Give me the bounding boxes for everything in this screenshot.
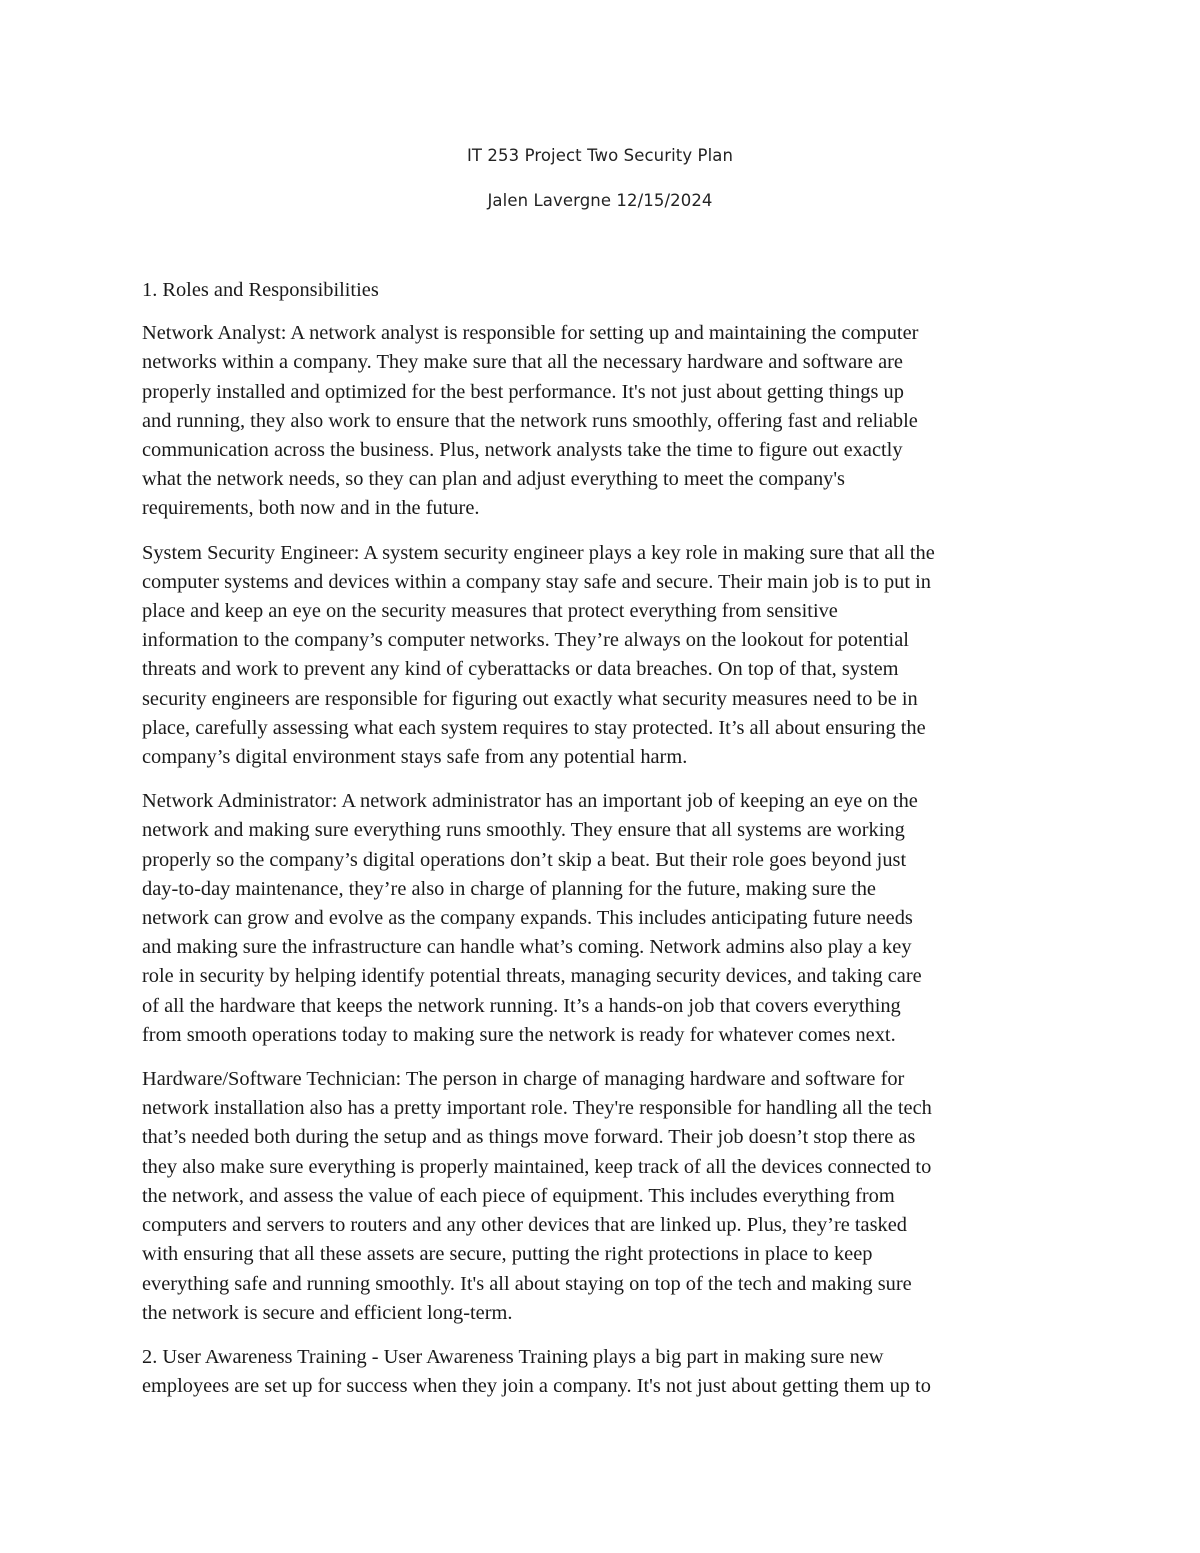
paragraph-network-analyst bbox=[142, 319, 1072, 523]
text-line: the network is secure and efficient long-term. bbox=[142, 1301, 513, 1324]
section-heading-text: 1. Roles and Responsibilities bbox=[142, 279, 379, 301]
text-line: role in security by helping identify potential threats, managing security devices, and taking care bbox=[142, 965, 922, 988]
text-line: information to the company’s computer networks. They’re always on the lookout for potential bbox=[142, 629, 909, 652]
text-line: they also make sure everything is properly maintained, keep track of all the devices connected to bbox=[142, 1155, 932, 1178]
author-date-line: Jalen Lavergne 12/15/2024 bbox=[487, 191, 713, 210]
text-line: place, carefully assessing what each system requires to stay protected. It’s all about ensuring the bbox=[142, 716, 926, 739]
section-heading bbox=[142, 276, 1072, 305]
text-line: Network Administrator: A network administrator has an important job of keeping an eye on the bbox=[142, 790, 918, 813]
text-line: threats and work to prevent any kind of cyberattacks or data breaches. On top of that, system bbox=[142, 658, 899, 681]
document-title: IT 253 Project Two Security Plan bbox=[466, 146, 734, 165]
text-line: of all the hardware that keeps the network running. It’s a hands-on job that covers everything bbox=[142, 994, 901, 1017]
text-line: properly so the company’s digital operations don’t skip a beat. But their role goes beyond just bbox=[142, 848, 907, 871]
paragraph-network-administrator bbox=[142, 787, 1072, 1050]
text-line: requirements, both now and in the future. bbox=[142, 497, 480, 520]
text-line: Hardware/Software Technician: The person in charge of managing hardware and software for bbox=[142, 1068, 905, 1091]
text-line: computer systems and devices within a company stay safe and secure. Their main job is to put in bbox=[142, 570, 932, 593]
text-line: 2. User Awareness Training - User Awareness Training plays a big part in making sure new bbox=[142, 1345, 884, 1368]
text-line: what the network needs, so they can plan and adjust everything to meet the company's bbox=[142, 468, 845, 491]
text-line: network can grow and evolve as the company expands. This includes anticipating future needs bbox=[142, 907, 913, 930]
text-line: that’s needed both during the setup and as things move forward. Their job doesn’t stop there as bbox=[142, 1126, 916, 1149]
text-line: day-to-day maintenance, they’re also in charge of planning for the future, making sure the bbox=[142, 877, 876, 900]
text-line: network installation also has a pretty important role. They're responsible for handling all the tech bbox=[142, 1097, 932, 1120]
paragraph-hardware-software-technician bbox=[142, 1065, 1072, 1328]
text-line: Network Analyst: A network analyst is responsible for setting up and maintaining the computer bbox=[142, 322, 919, 345]
text-line: from smooth operations today to making sure the network is ready for whatever comes next. bbox=[142, 1023, 896, 1046]
document-body bbox=[142, 276, 1072, 1416]
text-line: with ensuring that all these assets are secure, putting the right protections in place to keep bbox=[142, 1243, 873, 1266]
text-line: computers and servers to routers and any other devices that are linked up. Plus, they’re tasked bbox=[142, 1214, 907, 1237]
text-line: employees are set up for success when they join a company. It's not just about getting them up to bbox=[142, 1375, 931, 1398]
text-line: System Security Engineer: A system security engineer plays a key role in making sure that all the bbox=[142, 541, 935, 564]
text-line: the network, and assess the value of each piece of equipment. This includes everything from bbox=[142, 1184, 895, 1207]
text-line: and making sure the infrastructure can handle what’s coming. Network admins also play a key bbox=[142, 936, 912, 959]
text-line: and running, they also work to ensure that the network runs smoothly, offering fast and reliable bbox=[142, 409, 918, 432]
text-line: communication across the business. Plus, network analysts take the time to figure out exactly bbox=[142, 439, 903, 462]
text-line: place and keep an eye on the security measures that protect everything from sensitive bbox=[142, 600, 838, 623]
text-line: networks within a company. They make sure that all the necessary hardware and software are bbox=[142, 351, 903, 374]
text-line: company’s digital environment stays safe from any potential harm. bbox=[142, 746, 688, 769]
text-line: network and making sure everything runs smoothly. They ensure that all systems are working bbox=[142, 819, 905, 842]
text-line: properly installed and optimized for the best performance. It's not just about getting things up bbox=[142, 380, 904, 403]
text-line: everything safe and running smoothly. It's all about staying on top of the tech and making sure bbox=[142, 1272, 912, 1295]
paragraph-system-security-engineer bbox=[142, 539, 1072, 773]
paragraph-user-awareness-training bbox=[142, 1343, 1072, 1401]
text-line: security engineers are responsible for figuring out exactly what security measures need to be in bbox=[142, 687, 918, 710]
